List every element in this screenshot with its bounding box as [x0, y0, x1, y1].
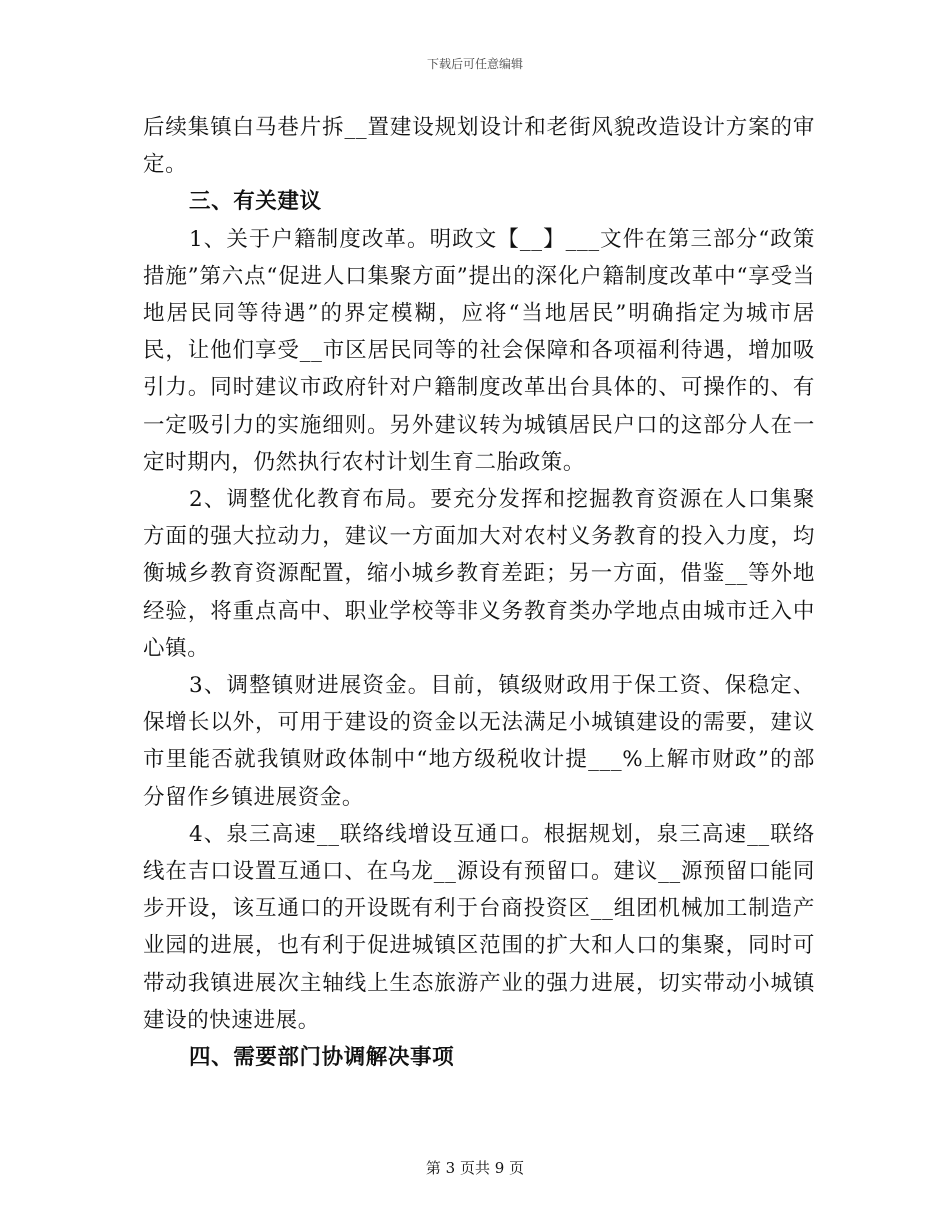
section-heading-4: 四、需要部门协调解决事项 — [189, 1045, 455, 1071]
paragraph-continued: 后续集镇白马巷片拆__置建设规划设计和老街风貌改造设计方案的审定。 — [143, 115, 815, 178]
paragraph-suggestion-4: 4、泉三高速__联络线增设互通口。根据规划，泉三高速__联络线在吉口设置互通口、在乌龙__源设有预留口。建议__源预留口能同步开设，该互通口的开设既有利于台商投资区__组团机械加工制造产业园的进展，也有利于促进城镇区范围的扩大和人口的集聚，同时可带动我镇进展次主轴线上生态旅游产业的强力进展，切实带动小城镇建设的快速进展。 — [143, 821, 815, 1033]
paragraph-suggestion-3: 3、调整镇财进展资金。目前，镇级财政用于保工资、保稳定、保增长以外，可用于建设的资金以无法满足小城镇建设的需要，建议市里能否就我镇财政体制中“地方级税收计提___%上解市财政”的部分留作乡镇进展资金。 — [143, 673, 815, 810]
paragraph-suggestion-1: 1、关于户籍制度改革。明政文【__】___文件在第三部分“政策措施”第六点“促进人口集聚方面”提出的深化户籍制度改革中“享受当地居民同等待遇”的界定模糊，应将“当地居民”明确指定为城市居民，让他们享受__市区居民同等的社会保障和各项福利待遇，增加吸引力。同时建议市政府针对户籍制度改革出台具体的、可操作的、有一定吸引力的实施细则。另外建议转为城镇居民户口的这部分人在一定时期内，仍然执行农村计划生育二胎政策。 — [143, 226, 815, 475]
page-header: 下载后可任意编辑 — [426, 57, 523, 71]
section-heading-3: 三、有关建议 — [189, 189, 322, 215]
paragraph-suggestion-2: 2、调整优化教育布局。要充分发挥和挖掘教育资源在人口集聚方面的强大拉动力，建议一方面加大对农村义务教育的投入力度，均衡城乡教育资源配置，缩小城乡教育差距；另一方面，借鉴__等外地经验，将重点高中、职业学校等非义务教育类办学地点由城市迁入中心镇。 — [143, 487, 815, 661]
document-body — [143, 109, 815, 1076]
page-footer: 第 3 页共 9 页 — [425, 1159, 525, 1177]
